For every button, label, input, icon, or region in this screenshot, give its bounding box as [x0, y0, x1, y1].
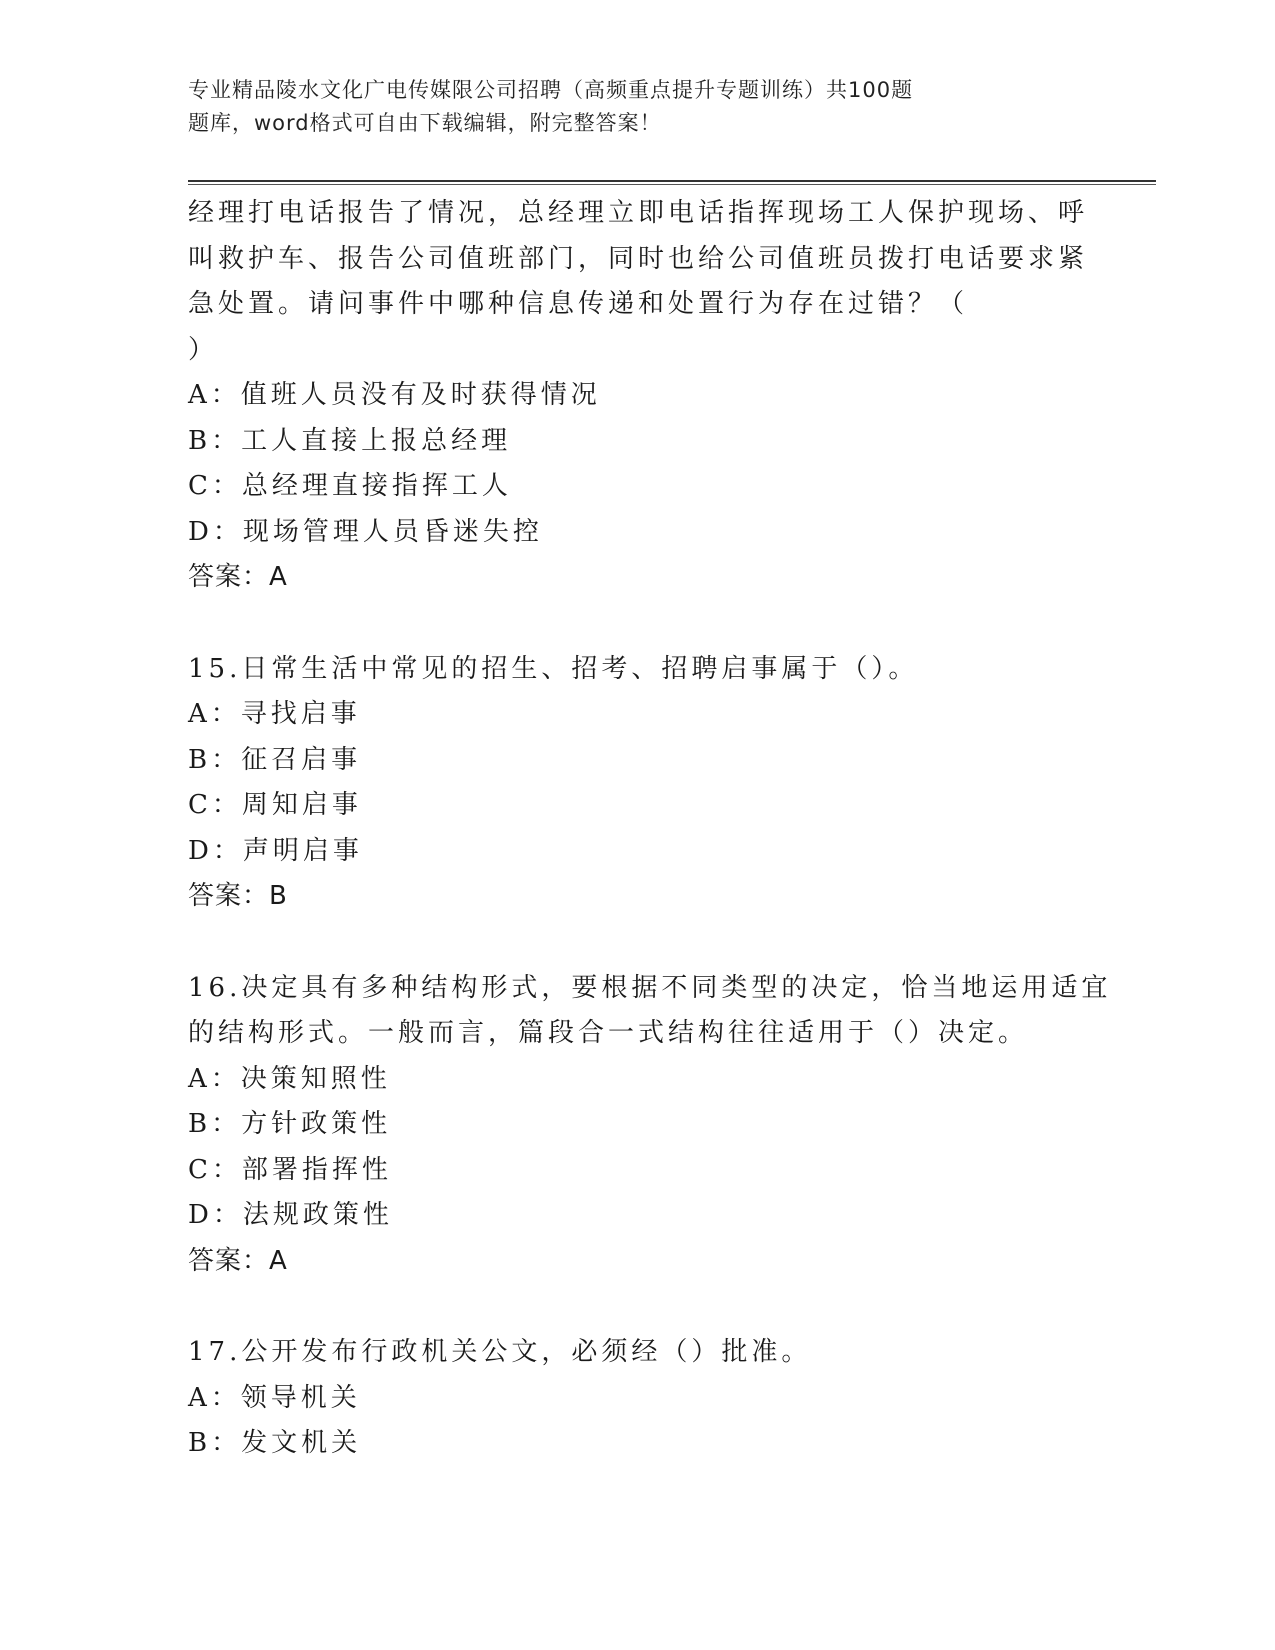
header-divider-thick [188, 180, 1156, 182]
question-text-line: 15.日常生活中常见的招生、招考、招聘启事属于（）。 [188, 653, 919, 684]
question-text-line: 叫救护车、报告公司值班部门，同时也给公司值班员拨打电话要求紧 [188, 243, 1089, 274]
question-text-line: 经理打电话报告了情况，总经理立即电话指挥现场工人保护现场、呼 [188, 198, 1089, 228]
option-a: A：值班人员没有及时获得情况 [188, 380, 601, 410]
question-17 [188, 1330, 1088, 1467]
option-d: D：声明启事 [188, 835, 363, 866]
option-d: D：现场管理人员昏迷失控 [188, 516, 543, 547]
question-14 [188, 191, 1088, 601]
option-c: C：周知启事 [188, 790, 362, 820]
option-b: B：方针政策性 [188, 1109, 392, 1139]
answer-line: 答案：A [188, 562, 288, 592]
header-title-line-2: 题库，word格式可自由下载编辑，附完整答案！ [188, 111, 662, 135]
answer-line: 答案：A [188, 1245, 288, 1276]
answer-line: 答案：B [188, 881, 288, 911]
option-a: A：寻找启事 [188, 699, 361, 729]
question-spacer [188, 920, 1088, 966]
option-c: C：总经理直接指挥工人 [188, 471, 512, 501]
question-spacer [188, 601, 1088, 647]
question-text-line: 16.决定具有多种结构形式，要根据不同类型的决定，恰当地运用适宜 [188, 972, 1112, 1003]
question-text-line: 17.公开发布行政机关公文，必须经（）批准。 [188, 1337, 812, 1367]
question-text-line: 急处置。请问事件中哪种信息传递和处置行为存在过错？（ [188, 289, 969, 319]
header-divider-thin [188, 184, 1156, 185]
option-b: B：工人直接上报总经理 [188, 425, 512, 456]
option-b: B：发文机关 [188, 1428, 362, 1458]
option-b: B：征召启事 [188, 744, 362, 775]
question-list [188, 191, 1112, 1467]
header-title-line-1: 专业精品陵水文化广电传媒限公司招聘（高频重点提升专题训练）共100题 [188, 78, 914, 102]
question-spacer [188, 1284, 1088, 1330]
question-text-line: ） [188, 334, 219, 365]
question-text-line: 的结构形式。一般而言，篇段合一式结构往往适用于（）决定。 [188, 1018, 1029, 1048]
option-a: A：决策知照性 [188, 1063, 391, 1094]
option-c: C：部署指挥性 [188, 1154, 392, 1185]
question-16 [188, 966, 1112, 1285]
page-header [188, 74, 1048, 140]
option-d: D：法规政策性 [188, 1200, 393, 1230]
question-15 [188, 647, 1088, 920]
option-a: A：领导机关 [188, 1382, 361, 1413]
